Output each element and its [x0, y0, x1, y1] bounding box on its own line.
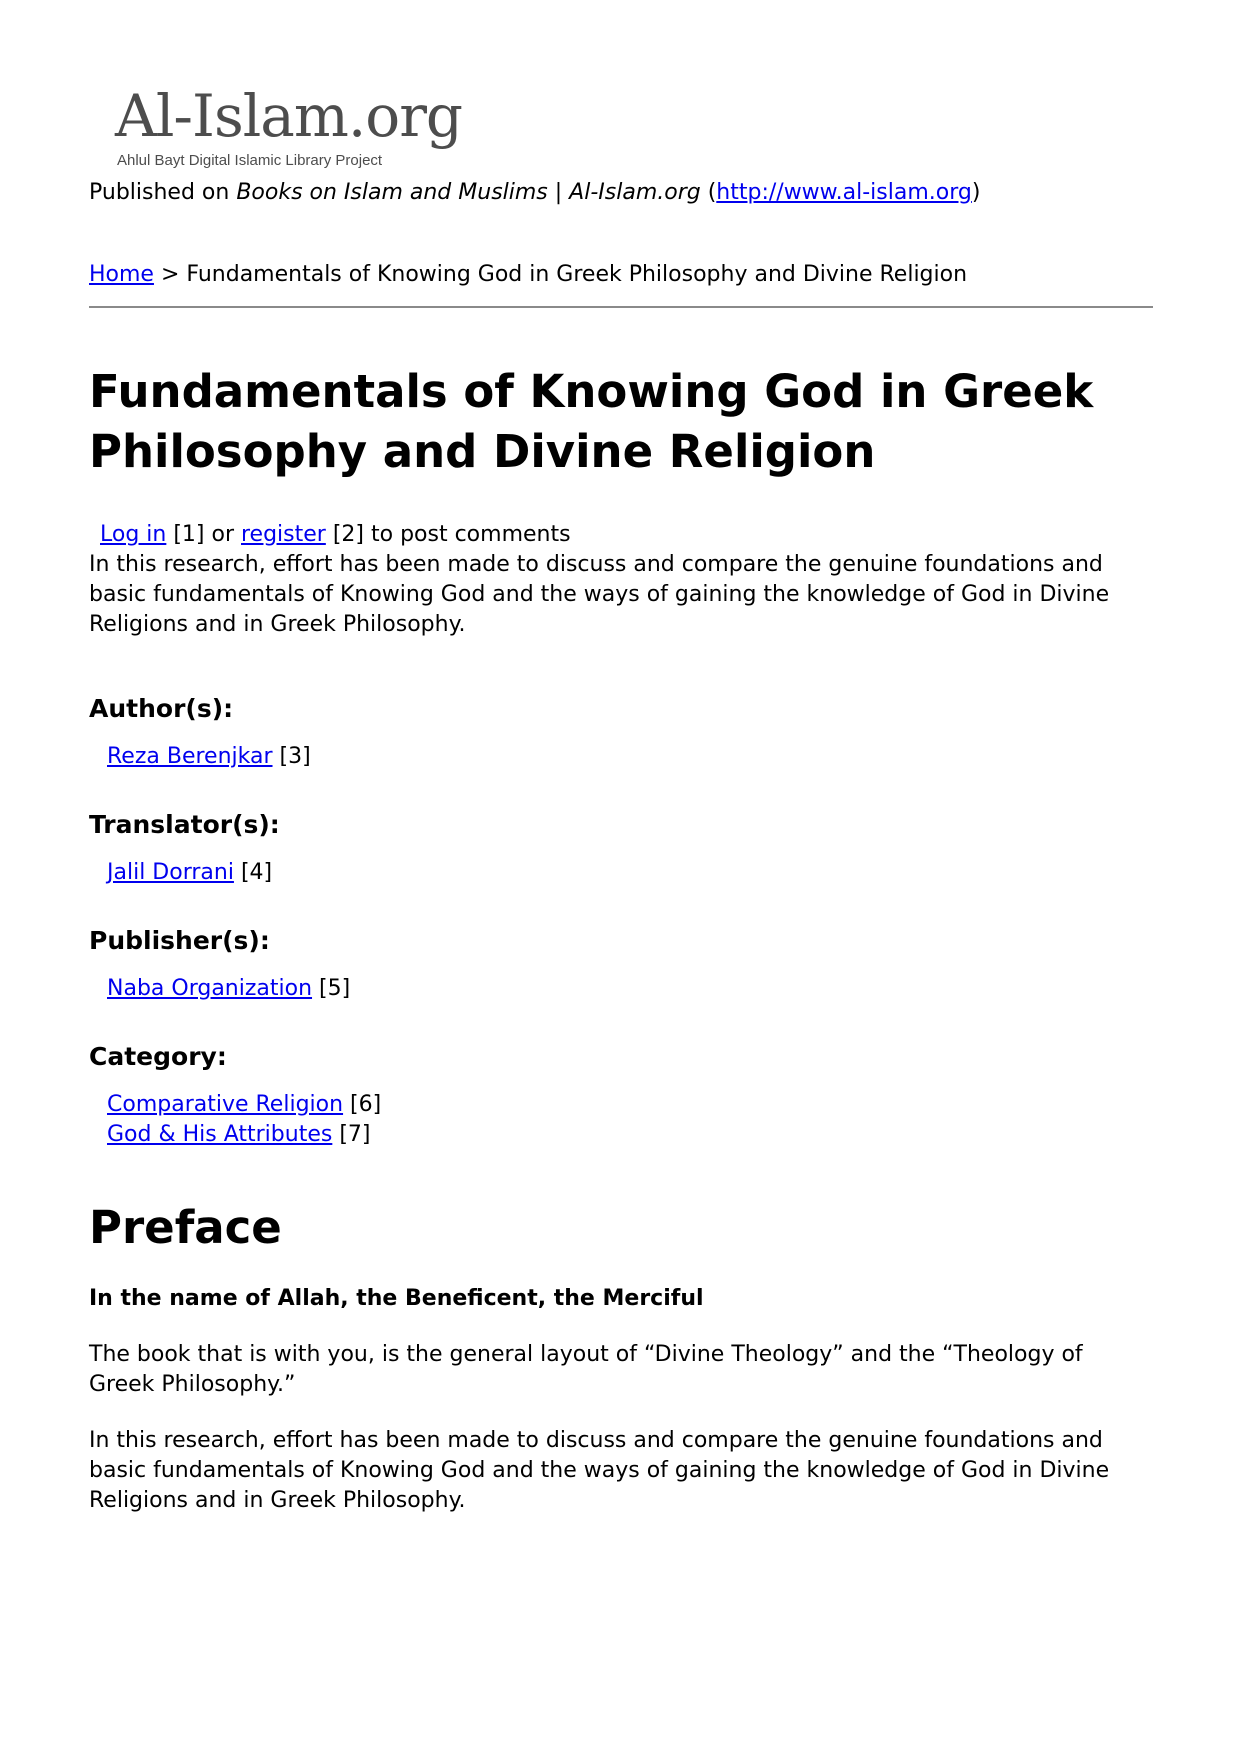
site-name: Books on Islam and Muslims | Al-Islam.org: [236, 180, 701, 205]
category-ref: [6]: [343, 1092, 382, 1117]
category-item: [107, 1120, 1153, 1150]
page-title-line-1: Fundamentals of Knowing God in Greek: [89, 365, 1094, 418]
breadcrumb-current: Fundamentals of Knowing God in Greek Philosophy and Divine Religion: [186, 262, 968, 287]
category-link-comparative-religion[interactable]: Comparative Religion: [107, 1092, 344, 1117]
logo-tagline: Ahlul Bayt Digital Islamic Library Project: [117, 152, 383, 169]
author-ref: [3]: [272, 744, 311, 769]
page-title-line-2: Philosophy and Divine Religion: [89, 425, 876, 478]
logo-wordmark: Al-Islam.org: [115, 82, 463, 150]
category-ref: [7]: [332, 1122, 371, 1147]
comment-login-line: [89, 520, 1153, 550]
paren-close: ): [971, 180, 981, 205]
page-title: [89, 362, 1153, 482]
register-link[interactable]: register: [241, 522, 326, 547]
breadcrumb-home-link[interactable]: Home: [89, 262, 154, 287]
preface-paragraph-2: In this research, effort has been made to discuss and compare the genuine foundations and basic fundamentals of Knowing God and the ways of gaining the knowledge of God in Divine Religions and in Greek Philosophy.: [89, 1428, 1110, 1513]
category-list: [89, 1090, 1153, 1150]
login-ref: [1] or: [166, 522, 241, 547]
intro-paragraph: In this research, effort has been made to discuss and compare the genuine foundations and basic fundamentals of Knowing God and the ways of gaining the knowledge of God in Divine Religions and in Greek Philosophy.: [89, 552, 1110, 637]
publishers-list: [89, 974, 1153, 1004]
category-item: [107, 1090, 1153, 1120]
published-prefix: Published on: [89, 180, 237, 205]
author-link[interactable]: Reza Berenjkar: [107, 744, 273, 769]
document-page: [89, 82, 1153, 1516]
category-link-god-attributes[interactable]: God & His Attributes: [107, 1122, 333, 1147]
register-ref: [2] to post comments: [325, 522, 571, 547]
publisher-ref: [5]: [312, 976, 351, 1001]
publisher-link[interactable]: Naba Organization: [107, 976, 313, 1001]
authors-label: Author(s):: [89, 694, 234, 723]
bismillah-line: In the name of Allah, the Beneficent, the Merciful: [89, 1286, 704, 1311]
translator-link[interactable]: Jalil Dorrani: [107, 860, 234, 885]
published-line: [89, 178, 1153, 208]
paren-open: (: [700, 180, 717, 205]
translator-ref: [4]: [233, 860, 273, 885]
authors-list: [89, 742, 1153, 772]
publishers-label: Publisher(s):: [89, 926, 270, 955]
site-url-link[interactable]: http://www.al-islam.org: [716, 180, 972, 205]
al-islam-logo[interactable]: [115, 82, 495, 178]
divider: [89, 306, 1153, 308]
translators-label: Translator(s):: [89, 810, 280, 839]
breadcrumb-separator: >: [153, 262, 187, 287]
login-link[interactable]: Log in: [100, 522, 167, 547]
preface-heading: Preface: [89, 1201, 282, 1254]
category-label: Category:: [89, 1042, 227, 1071]
preface-paragraph-1: The book that is with you, is the general layout of “Divine Theology” and the “Theology of Greek Philosophy.”: [89, 1342, 1083, 1397]
breadcrumb: [89, 260, 1153, 290]
translators-list: [89, 858, 1153, 888]
